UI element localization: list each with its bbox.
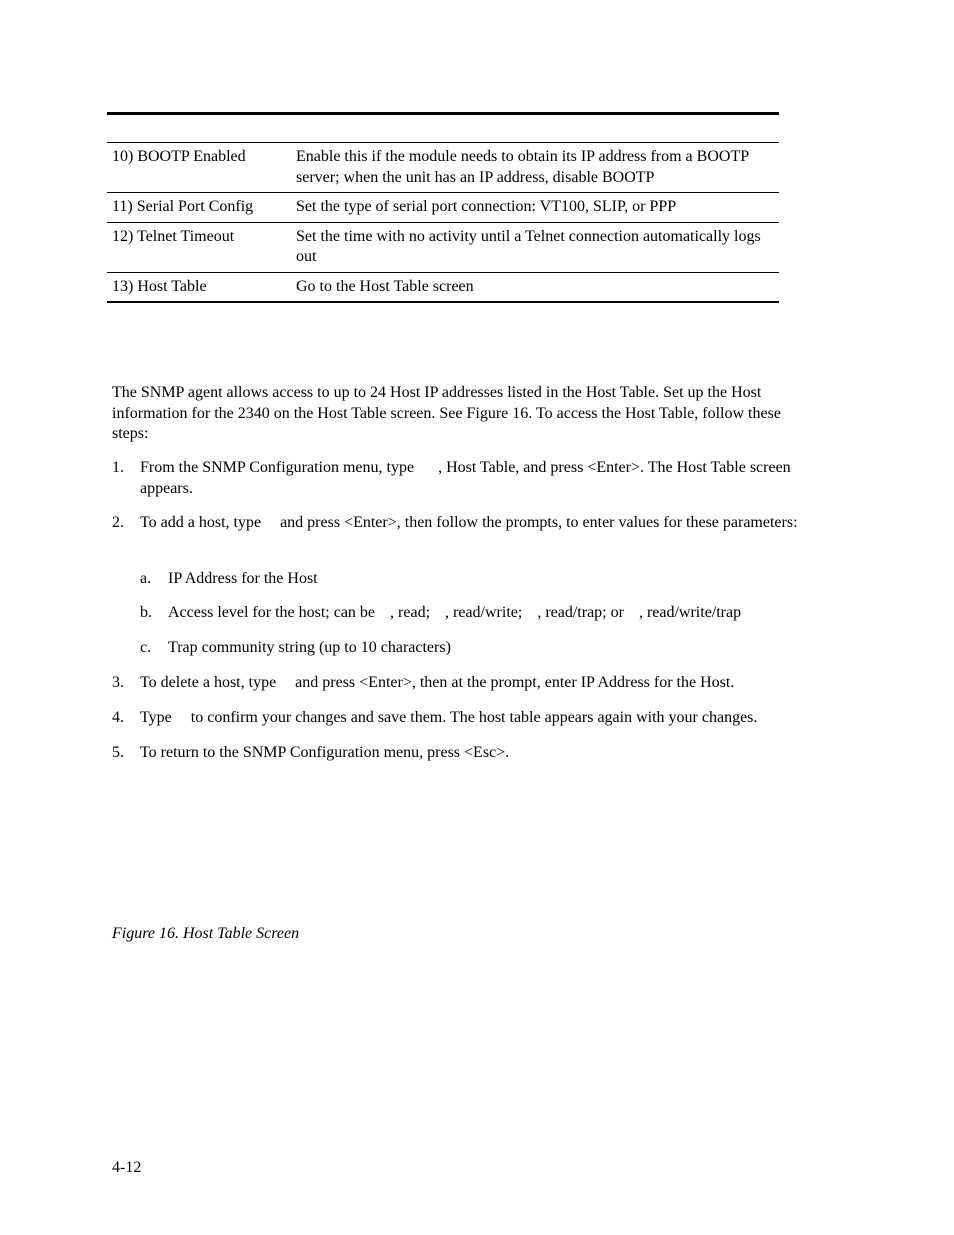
step-text-part: , Host Table, and press <Enter>. The Host Table screen appears. — [140, 459, 791, 497]
table-row — [107, 222, 779, 272]
page-number: 4-12 — [112, 1159, 142, 1176]
param-name: 10) BOOTP Enabled — [112, 148, 246, 165]
top-rule — [107, 112, 779, 115]
param-description: Go to the Host Table screen — [296, 277, 474, 295]
step-number: 3. — [112, 674, 124, 691]
step-text — [140, 673, 820, 694]
substep-text: Trap community string (up to 10 characters) — [168, 639, 451, 656]
table-row — [107, 193, 779, 223]
substep-text: IP Address for the Host — [168, 570, 318, 587]
step-text-part: To return to the SNMP Configuration menu, press <Esc>. — [140, 744, 510, 761]
substep-letter: a. — [140, 570, 152, 587]
step-text — [140, 743, 820, 764]
substep-text-part: , read/trap; or — [537, 604, 624, 621]
step-number: 1. — [112, 459, 124, 476]
parameter-table — [107, 142, 779, 303]
intro-paragraph: The SNMP agent allows access to up to 24 Host IP addresses listed in the Host Table. Set up the Host information for the 2340 on the Host Table screen. See Figure 16. To access the Host Table, follow these steps: — [112, 384, 781, 442]
figure-caption: Figure 16. Host Table Screen — [112, 925, 300, 942]
substep-text-part: , read/write; — [445, 604, 523, 621]
step-text — [140, 708, 830, 729]
step-text-part: From the SNMP Configuration menu, type — [140, 459, 415, 476]
param-name: 11) Serial Port Config — [112, 198, 254, 215]
param-description: Enable this if the module needs to obtain its IP address from a BOOTP server; when the unit has an IP address, disable BOOTP — [296, 148, 749, 186]
step-text — [140, 513, 820, 534]
substep-letter: b. — [140, 604, 152, 621]
table-row — [107, 143, 779, 193]
param-name: 13) Host Table — [112, 277, 207, 295]
step-number: 2. — [112, 514, 124, 531]
param-description: Set the type of serial port connection: VT100, SLIP, or PPP — [296, 198, 677, 215]
substep-text-part: Access level for the host; can be — [168, 604, 376, 621]
step-text-part: To add a host, type — [140, 514, 262, 531]
step-text-part: and press <Enter>, then at the prompt, enter IP Address for the Host. — [295, 674, 735, 691]
step-number: 5. — [112, 744, 124, 761]
substep-text-part: , read; — [390, 604, 431, 621]
param-description: Set the time with no activity until a Telnet connection automatically logs out — [296, 227, 761, 265]
step-text-part: to confirm your changes and save them. The host table appears again with your changes. — [190, 709, 758, 726]
step-text-part: and press <Enter>, then follow the prompts, to enter values for these parameters: — [280, 514, 798, 531]
step-text-part: Type — [140, 709, 172, 726]
substep-text-part: , read/write/trap — [638, 604, 742, 621]
param-name: 12) Telnet Timeout — [112, 227, 235, 245]
table-row — [107, 272, 779, 302]
step-number: 4. — [112, 709, 124, 726]
step-text-part: To delete a host, type — [140, 674, 277, 691]
step-text — [140, 458, 820, 499]
substep-text — [168, 603, 818, 624]
substep-letter: c. — [140, 639, 152, 656]
